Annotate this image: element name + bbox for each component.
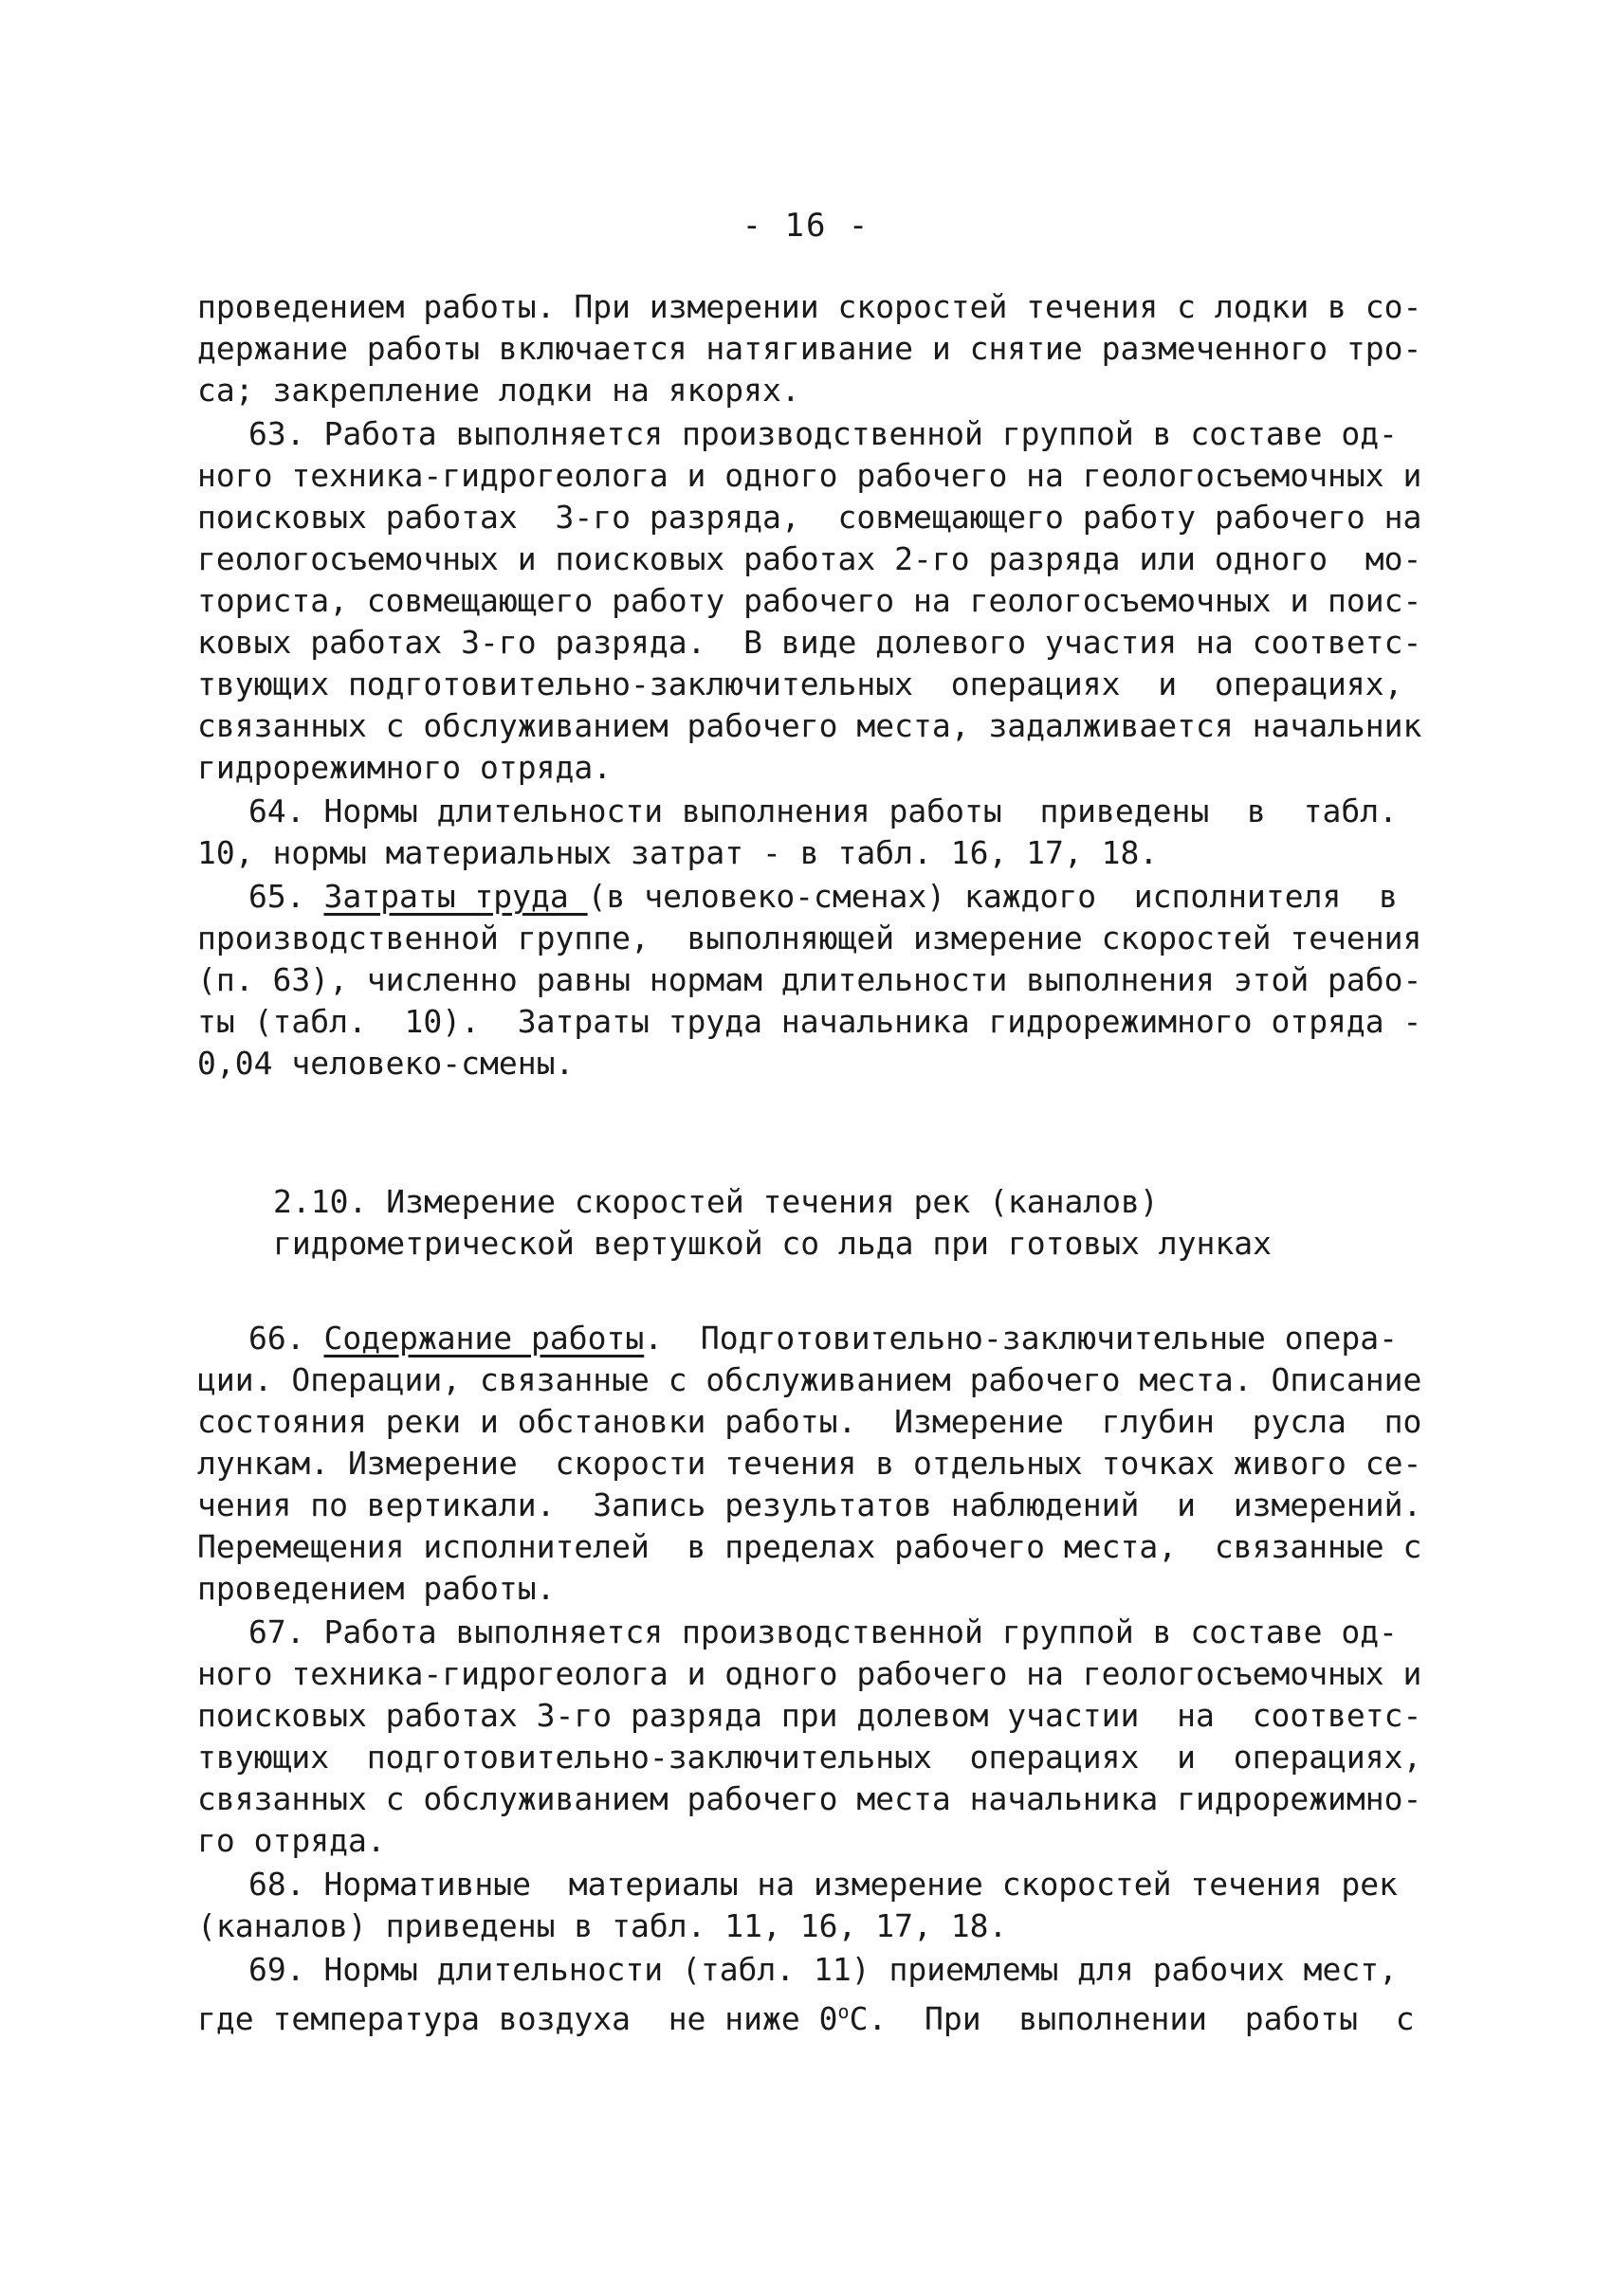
text-line: ного техника-гидрогеолога и одного рабочего на геологосъемочных и (197, 1655, 1422, 1692)
paragraph-65-start (248, 876, 1398, 918)
text-line: геологосъемочных и поисковых работах 2-го разряда или одного мо- (197, 540, 1422, 577)
text-line: 0,04 человеко-смены. (197, 1045, 575, 1082)
text-line: ции. Операции, связанные с обслуживанием рабочего места. Описание (197, 1361, 1422, 1398)
text-line: поисковых работах 3-го разряда при долевом участии на соответс- (197, 1697, 1422, 1734)
paragraph-number: 66. (248, 1320, 324, 1357)
section-heading: 2.10. Измерение скоростей течения рек (каналов) (273, 1183, 1159, 1220)
paragraph-67-start: 67. Работа выполняется производственной группой в составе од- (248, 1613, 1398, 1650)
text-line: лункам. Измерение скорости течения в отдельных точках живого се- (197, 1445, 1422, 1482)
text-line: са; закрепление лодки на якорях. (197, 372, 800, 409)
text-fragment: С. При выполнении работы с (849, 2000, 1415, 2037)
text-line: твующих подготовительно-заключительных операциях и операциях, (197, 1739, 1422, 1776)
text-line: гидрорежимного отряда. (197, 749, 613, 786)
paragraph-63-start: 63. Работа выполняется производственной группой в составе од- (248, 415, 1398, 452)
text-line: чения по вертикали. Запись результатов наблюдений и измерений. (197, 1486, 1422, 1523)
text-line: твующих подготовительно-заключительных операциях и операциях, (197, 665, 1403, 702)
section-heading: гидрометрической вертушкой со льда при готовых лунках (273, 1225, 1272, 1262)
text-line: связанных с обслуживанием рабочего места, задалживается начальник (197, 707, 1422, 744)
text-line: держание работы включается натягивание и снятие размеченного тро- (197, 330, 1422, 367)
text-line: го отряда. (197, 1822, 386, 1859)
page-number: - 16 - (742, 207, 870, 245)
text-line: 10, нормы материальных затрат - в табл. 16, 17, 18. (197, 834, 1159, 871)
text-line: (п. 63), численно равны нормам длительности выполнения этой рабо- (197, 961, 1422, 998)
underlined-term: Затраты труда (323, 878, 588, 915)
paragraph-66-start (248, 1318, 1398, 1359)
text-line: ториста, совмещающего работу рабочего на геологосъемочных и поис- (197, 582, 1422, 619)
text-line: производственной группе, выполняющей измерение скоростей течения (197, 920, 1422, 957)
text-line: состояния реки и обстановки работы. Измерение глубин русла по (197, 1403, 1422, 1440)
underlined-term: Содержание работы (323, 1320, 645, 1357)
text-line: проведением работы. (197, 1570, 556, 1607)
paragraph-68-start: 68. Нормативные материалы на измерение скоростей течения рек (248, 1866, 1398, 1903)
text-line: ты (табл. 10). Затраты труда начальника гидрорежимного отряда - (197, 1003, 1422, 1040)
paragraph-number: 65. (248, 878, 324, 915)
text-line (197, 1991, 1415, 2040)
text-line: проведением работы. При измерении скоростей течения с лодки в со- (197, 288, 1422, 325)
text-line: (каналов) приведены в табл. 11, 16, 17, 18. (197, 1907, 1008, 1944)
text-line: связанных с обслуживанием рабочего места начальника гидрорежимно- (197, 1780, 1422, 1817)
text-line: ного техника-гидрогеолога и одного рабочего на геологосъемочных и (197, 457, 1422, 494)
paragraph-64-start: 64. Нормы длительности выполнения работы приведены в табл. (248, 793, 1398, 829)
text-line: Перемещения исполнителей в пределах рабочего места, связанные с (197, 1528, 1422, 1565)
degree-superscript: о (837, 2000, 850, 2023)
text-fragment: (в человеко-сменах) каждого исполнителя в (587, 878, 1398, 915)
text-fragment: где температура воздуха не ниже 0 (197, 2000, 838, 2037)
text-line: ковых работах 3-го разряда. В виде долевого участия на соответс- (197, 624, 1422, 661)
text-line: поисковых работах 3-го разряда, совмещающего работу рабочего на (197, 499, 1422, 536)
text-fragment: . Подготовительно-заключительные опера- (644, 1320, 1398, 1357)
paragraph-69-start: 69. Нормы длительности (табл. 11) приемлемы для рабочих мест, (248, 1951, 1398, 1988)
